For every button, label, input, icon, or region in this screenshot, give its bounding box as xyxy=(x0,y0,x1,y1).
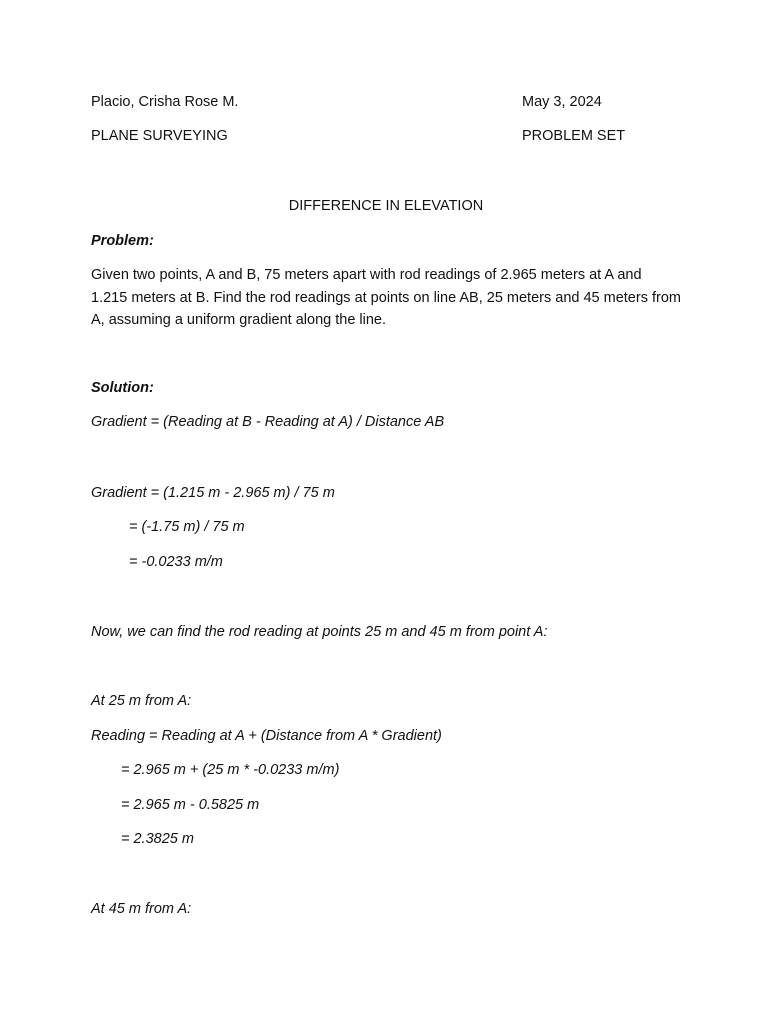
gradient-step-1: Gradient = (1.215 m - 2.965 m) / 75 m xyxy=(91,485,335,501)
at-25m-heading: At 25 m from A: xyxy=(91,693,192,709)
document-date: May 3, 2024 xyxy=(522,94,602,110)
gradient-step-2: = (-1.75 m) / 75 m xyxy=(129,519,245,535)
problem-heading: Problem: xyxy=(91,233,154,249)
at-45m-heading: At 45 m from A: xyxy=(91,901,192,917)
at-25m-step-1: = 2.965 m + (25 m * -0.0233 m/m) xyxy=(121,762,340,778)
at-25m-step-3: = 2.3825 m xyxy=(121,831,194,847)
author-name: Placio, Crisha Rose M. xyxy=(91,94,239,110)
solution-heading: Solution: xyxy=(91,380,154,396)
document-title: DIFFERENCE IN ELEVATION xyxy=(288,198,484,214)
gradient-formula: Gradient = (Reading at B - Reading at A) / Distance AB xyxy=(91,414,445,430)
problem-text: Given two points, A and B, 75 meters apart with rod readings of 2.965 meters at A and 1.215 meters at B. Find the rod readings at points on line AB, 25 meters and 45 meters from A, assuming a uniform gradient along the line. xyxy=(91,267,681,328)
gradient-step-3: = -0.0233 m/m xyxy=(129,554,223,570)
document-type: PROBLEM SET xyxy=(522,128,626,144)
transition-text: Now, we can find the rod reading at points 25 m and 45 m from point A: xyxy=(91,624,548,640)
course-name: PLANE SURVEYING xyxy=(91,128,228,144)
at-25m-step-2: = 2.965 m - 0.5825 m xyxy=(121,797,260,813)
reading-formula: Reading = Reading at A + (Distance from A * Gradient) xyxy=(91,728,442,744)
